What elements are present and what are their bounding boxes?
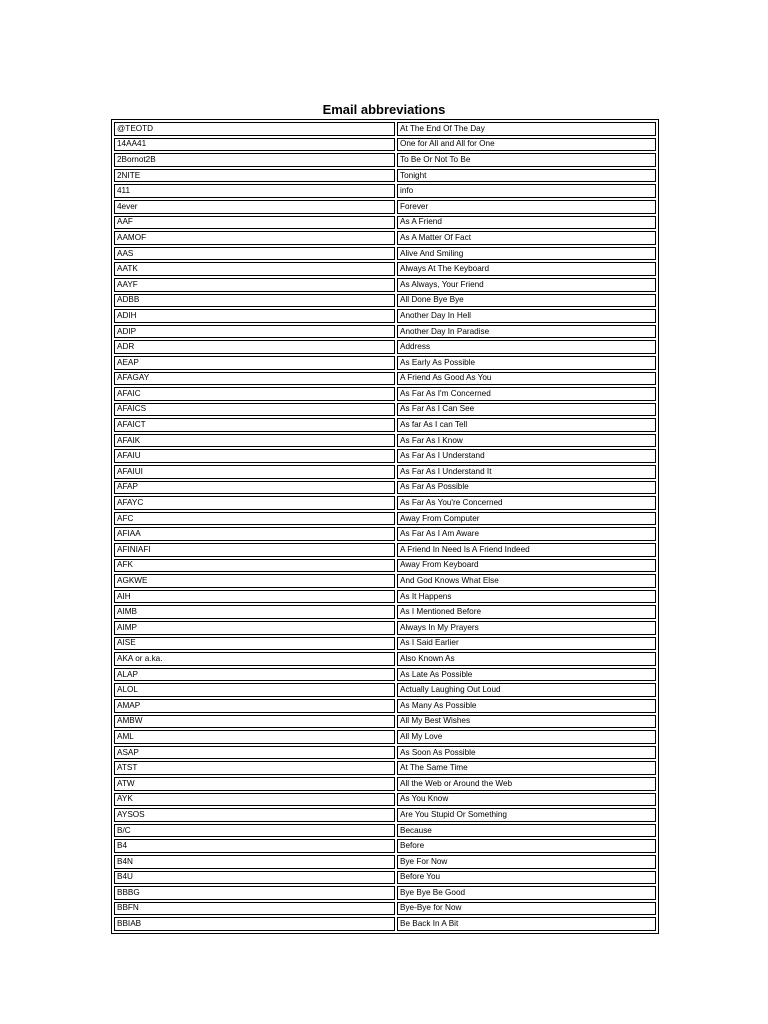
abbreviation-cell: AIMP xyxy=(114,621,395,635)
meaning-cell: Tonight xyxy=(397,169,656,183)
meaning-cell: At The End Of The Day xyxy=(397,122,656,136)
meaning-cell: Address xyxy=(397,340,656,354)
table-row xyxy=(114,886,656,900)
table-row xyxy=(114,543,656,557)
table-row xyxy=(114,730,656,744)
meaning-cell: As far As I can Tell xyxy=(397,418,656,432)
table-row xyxy=(114,793,656,807)
table-row xyxy=(114,839,656,853)
table-row xyxy=(114,481,656,495)
meaning-cell: As Late As Possible xyxy=(397,668,656,682)
table-row xyxy=(114,278,656,292)
abbreviation-cell: B/C xyxy=(114,824,395,838)
abbreviation-cell: ADBB xyxy=(114,294,395,308)
meaning-cell: Alive And Smiling xyxy=(397,247,656,261)
table-row xyxy=(114,683,656,697)
meaning-cell: Also Known As xyxy=(397,652,656,666)
meaning-cell: As Far As I Am Aware xyxy=(397,527,656,541)
table-row xyxy=(114,122,656,136)
meaning-cell: info xyxy=(397,184,656,198)
abbreviations-table xyxy=(111,119,659,934)
table-row xyxy=(114,138,656,152)
abbreviation-cell: AFAICT xyxy=(114,418,395,432)
meaning-cell: As It Happens xyxy=(397,590,656,604)
abbreviation-cell: AFAYC xyxy=(114,496,395,510)
abbreviation-cell: AAS xyxy=(114,247,395,261)
abbreviation-cell: AMAP xyxy=(114,699,395,713)
table-row xyxy=(114,637,656,651)
meaning-cell: Forever xyxy=(397,200,656,214)
abbreviation-cell: AAMOF xyxy=(114,231,395,245)
meaning-cell: At The Same Time xyxy=(397,761,656,775)
meaning-cell: Away From Computer xyxy=(397,512,656,526)
abbreviation-cell: AIMB xyxy=(114,605,395,619)
table-row xyxy=(114,184,656,198)
abbreviation-cell: AFAIK xyxy=(114,434,395,448)
meaning-cell: As A Friend xyxy=(397,216,656,230)
abbreviation-cell: AIH xyxy=(114,590,395,604)
abbreviation-cell: ADR xyxy=(114,340,395,354)
meaning-cell: As Far As I Understand It xyxy=(397,465,656,479)
table-row xyxy=(114,496,656,510)
meaning-cell: As Far As I'm Concerned xyxy=(397,387,656,401)
meaning-cell: Another Day In Paradise xyxy=(397,325,656,339)
abbreviation-cell: AFK xyxy=(114,559,395,573)
abbreviation-cell: AISE xyxy=(114,637,395,651)
table-row xyxy=(114,668,656,682)
abbreviation-cell: BBBG xyxy=(114,886,395,900)
abbreviation-cell: AFINIAFI xyxy=(114,543,395,557)
table-row xyxy=(114,605,656,619)
table-row xyxy=(114,715,656,729)
meaning-cell: Another Day In Hell xyxy=(397,309,656,323)
abbreviation-cell: AYK xyxy=(114,793,395,807)
abbreviation-cell: AYSOS xyxy=(114,808,395,822)
meaning-cell: Away From Keyboard xyxy=(397,559,656,573)
meaning-cell: As Far As I Understand xyxy=(397,449,656,463)
meaning-cell: As Always, Your Friend xyxy=(397,278,656,292)
meaning-cell: To Be Or Not To Be xyxy=(397,153,656,167)
abbreviations-table-body xyxy=(114,122,656,931)
abbreviation-cell: 4ever xyxy=(114,200,395,214)
table-row xyxy=(114,387,656,401)
meaning-cell: Are You Stupid Or Something xyxy=(397,808,656,822)
table-row xyxy=(114,574,656,588)
meaning-cell: As Far As I Can See xyxy=(397,403,656,417)
meaning-cell: All Done Bye Bye xyxy=(397,294,656,308)
abbreviation-cell: AFIAA xyxy=(114,527,395,541)
abbreviation-cell: ATST xyxy=(114,761,395,775)
abbreviation-cell: AFAICS xyxy=(114,403,395,417)
table-row xyxy=(114,465,656,479)
meaning-cell: As I Mentioned Before xyxy=(397,605,656,619)
table-row xyxy=(114,247,656,261)
table-row xyxy=(114,153,656,167)
meaning-cell: All My Love xyxy=(397,730,656,744)
abbreviation-cell: ADIH xyxy=(114,309,395,323)
meaning-cell: Before You xyxy=(397,871,656,885)
abbreviation-cell: ASAP xyxy=(114,746,395,760)
table-row xyxy=(114,418,656,432)
table-row xyxy=(114,340,656,354)
table-row xyxy=(114,403,656,417)
table-row xyxy=(114,902,656,916)
meaning-cell: A Friend In Need Is A Friend Indeed xyxy=(397,543,656,557)
table-row xyxy=(114,559,656,573)
abbreviation-cell: B4U xyxy=(114,871,395,885)
meaning-cell: As Far As You're Concerned xyxy=(397,496,656,510)
table-row xyxy=(114,808,656,822)
meaning-cell: As A Matter Of Fact xyxy=(397,231,656,245)
abbreviation-cell: AAYF xyxy=(114,278,395,292)
table-row xyxy=(114,169,656,183)
meaning-cell: Always At The Keyboard xyxy=(397,262,656,276)
abbreviation-cell: AAF xyxy=(114,216,395,230)
table-row xyxy=(114,824,656,838)
meaning-cell: As I Said Earlier xyxy=(397,637,656,651)
document-title: Email abbreviations xyxy=(322,102,446,117)
table-row xyxy=(114,356,656,370)
abbreviation-cell: 2Bornot2B xyxy=(114,153,395,167)
meaning-cell: Because xyxy=(397,824,656,838)
meaning-cell: As Early As Possible xyxy=(397,356,656,370)
abbreviation-cell: AGKWE xyxy=(114,574,395,588)
table-row xyxy=(114,621,656,635)
meaning-cell: And God Knows What Else xyxy=(397,574,656,588)
table-row xyxy=(114,871,656,885)
table-row xyxy=(114,590,656,604)
abbreviation-cell: BBFN xyxy=(114,902,395,916)
meaning-cell: As You Know xyxy=(397,793,656,807)
table-row xyxy=(114,434,656,448)
abbreviation-cell: 411 xyxy=(114,184,395,198)
meaning-cell: A Friend As Good As You xyxy=(397,372,656,386)
meaning-cell: Before xyxy=(397,839,656,853)
abbreviation-cell: B4N xyxy=(114,855,395,869)
meaning-cell: As Many As Possible xyxy=(397,699,656,713)
abbreviation-cell: AFAGAY xyxy=(114,372,395,386)
abbreviation-cell: 14AA41 xyxy=(114,138,395,152)
meaning-cell: All My Best Wishes xyxy=(397,715,656,729)
abbreviation-cell: AFAIC xyxy=(114,387,395,401)
abbreviation-cell: ATW xyxy=(114,777,395,791)
table-row xyxy=(114,231,656,245)
abbreviation-cell: ALAP xyxy=(114,668,395,682)
table-row xyxy=(114,200,656,214)
table-row xyxy=(114,262,656,276)
table-row xyxy=(114,652,656,666)
meaning-cell: Bye-Bye for Now xyxy=(397,902,656,916)
meaning-cell: Actually Laughing Out Loud xyxy=(397,683,656,697)
meaning-cell: One for All and All for One xyxy=(397,138,656,152)
table-row xyxy=(114,372,656,386)
meaning-cell: Bye For Now xyxy=(397,855,656,869)
table-row xyxy=(114,449,656,463)
table-row xyxy=(114,761,656,775)
meaning-cell: All the Web or Around the Web xyxy=(397,777,656,791)
abbreviation-cell: AATK xyxy=(114,262,395,276)
abbreviation-cell: AFAP xyxy=(114,481,395,495)
meaning-cell: As Far As I Know xyxy=(397,434,656,448)
abbreviation-cell: AML xyxy=(114,730,395,744)
table-row xyxy=(114,777,656,791)
meaning-cell: As Soon As Possible xyxy=(397,746,656,760)
abbreviation-cell: AFAIU xyxy=(114,449,395,463)
abbreviation-cell: 2NITE xyxy=(114,169,395,183)
abbreviation-cell: AKA or a.ka. xyxy=(114,652,395,666)
meaning-cell: Bye Bye Be Good xyxy=(397,886,656,900)
abbreviation-cell: AFAIUI xyxy=(114,465,395,479)
table-row xyxy=(114,746,656,760)
abbreviation-cell: AMBW xyxy=(114,715,395,729)
table-row xyxy=(114,216,656,230)
abbreviation-cell: AEAP xyxy=(114,356,395,370)
abbreviation-cell: B4 xyxy=(114,839,395,853)
abbreviation-cell: @TEOTD xyxy=(114,122,395,136)
table-row xyxy=(114,699,656,713)
table-row xyxy=(114,294,656,308)
meaning-cell: As Far As Possible xyxy=(397,481,656,495)
meaning-cell: Be Back In A Bit xyxy=(397,917,656,931)
abbreviation-cell: ADIP xyxy=(114,325,395,339)
table-row xyxy=(114,512,656,526)
table-row xyxy=(114,917,656,931)
meaning-cell: Always In My Prayers xyxy=(397,621,656,635)
table-row xyxy=(114,527,656,541)
table-row xyxy=(114,309,656,323)
abbreviation-cell: AFC xyxy=(114,512,395,526)
table-row xyxy=(114,855,656,869)
abbreviation-cell: BBIAB xyxy=(114,917,395,931)
abbreviation-cell: ALOL xyxy=(114,683,395,697)
table-row xyxy=(114,325,656,339)
